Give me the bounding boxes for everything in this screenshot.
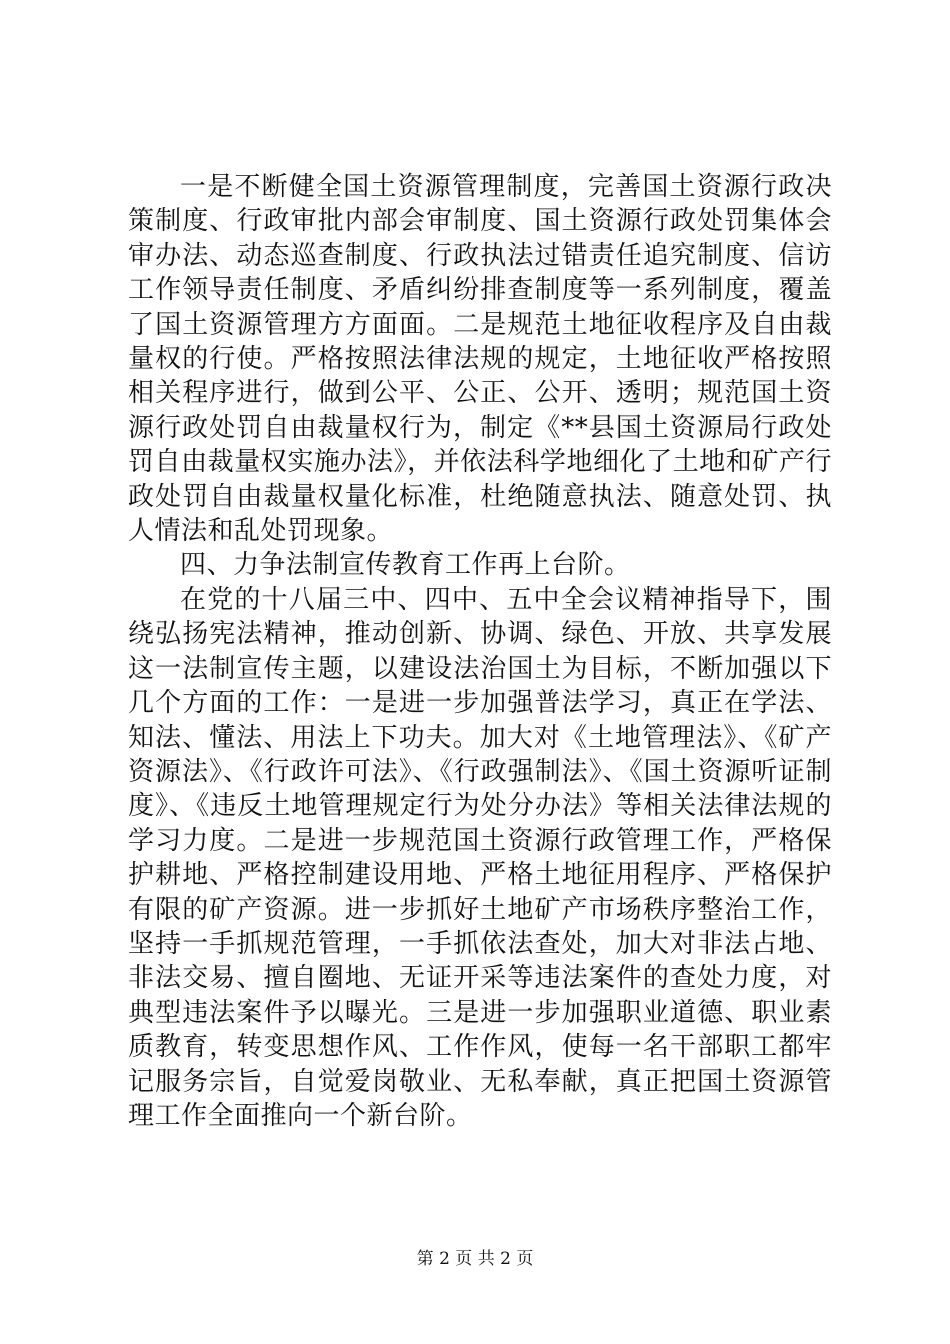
paragraph-regulations: 一是不断健全国土资源管理制度，完善国土资源行政决策制度、行政审批内部会审制度、国土资源行政处罚集体会审办法、动态巡查制度、行政执法过错责任追究制度、信访工作领导责任制度、矛盾纠纷排查制度等一系列制度，覆盖了国土资源管理方方面面。二是规范土地征收程序及自由裁量权的行使。严格按照法律法规的规定，土地征收严格按照相关程序进行，做到公平、公正、公开、透明；规范国土资源行政处罚自由裁量权行为，制定《**县国土资源局行政处罚自由裁量权实施办法》，并依法科学地细化了土地和矿产行政处罚自由裁量权量化标准，杜绝随意执法、随意处罚、执人情法和乱处罚现象。 [128, 172, 832, 547]
document-body [128, 170, 832, 1133]
page-footer: 第 2 页 共 2 页 [416, 1249, 534, 1269]
paragraph-legal-education: 在党的十八届三中、四中、五中全会议精神指导下，围绕弘扬宪法精神，推动创新、协调、绿色、开放、共享发展这一法制宣传主题，以建设法治国土为目标，不断加强以下几个方面的工作：一是进一步加强普法学习，真正在学法、知法、懂法、用法上下功夫。加大对《土地管理法》、《矿产资源法》、《行政许可法》、《行政强制法》、《国土资源听证制度》、《违反土地管理规定行为处分办法》等相关法律法规的学习力度。二是进一步规范国土资源行政管理工作，严格保护耕地、严格控制建设用地、严格土地征用程序、严格保护有限的矿产资源。进一步抓好土地矿产市场秩序整治工作，坚持一手抓规范管理，一手抓依法查处，加大对非法占地、非法交易、擅自圈地、无证开采等违法案件的查处力度，对典型违法案件予以曝光。三是进一步加强职业道德、职业素质教育，转变思想作风、工作作风，使每一名干部职工都牢记服务宗旨，自觉爱岗敬业、无私奉献，真正把国土资源管理工作全面推向一个新台阶。 [128, 584, 832, 1131]
paragraph-heading-four: 四、力争法制宣传教育工作再上台阶。 [180, 550, 631, 581]
